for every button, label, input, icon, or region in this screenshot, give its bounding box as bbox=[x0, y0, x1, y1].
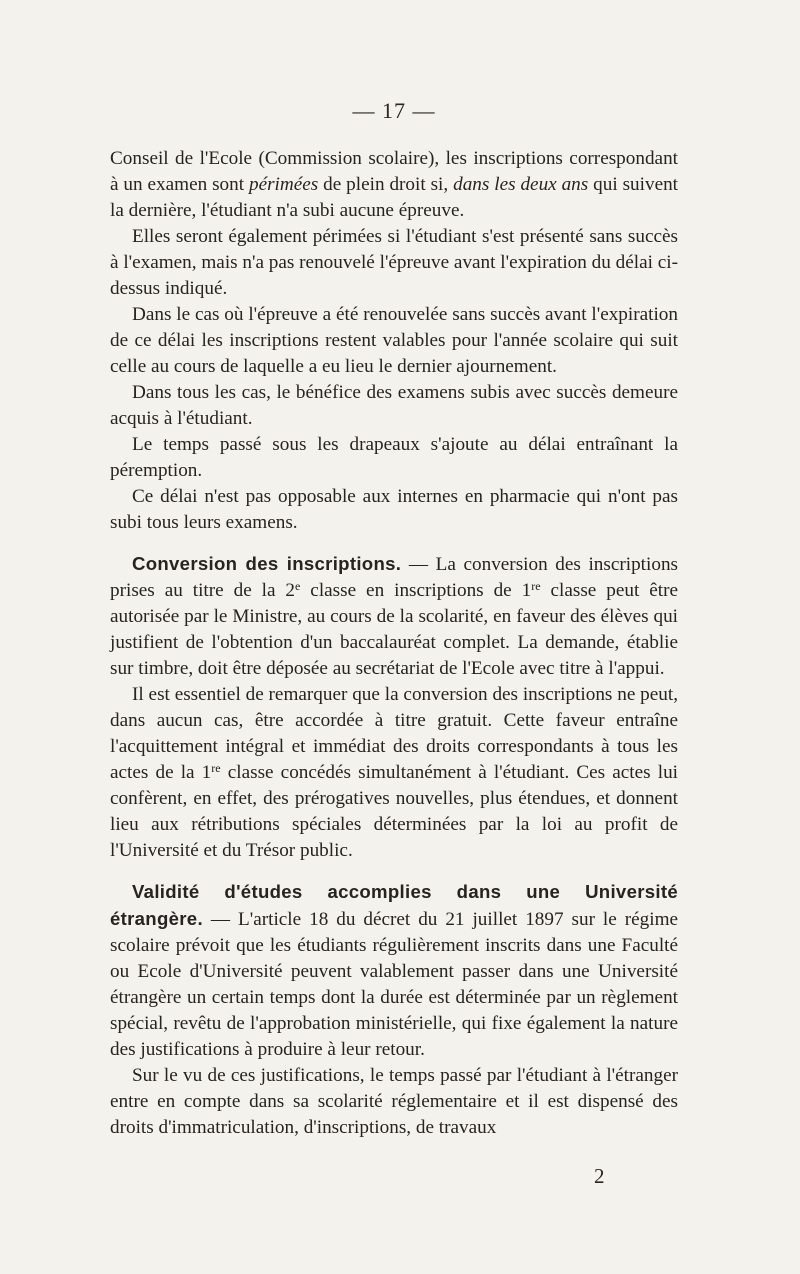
heading-dash-2: — bbox=[202, 909, 239, 930]
signature-mark: 2 bbox=[594, 1164, 605, 1188]
paragraph-validite bbox=[110, 879, 678, 1063]
essentiel-text-b: classe concédés simultanément à l'étudiant. Ces actes lui confèrent, en effet, des prérogatives nouvelles, plus étendues, et donnent lieu aux rétributions spéciales déterminées par la loi au profit de l'Université et du Trésor public. bbox=[110, 762, 678, 861]
validite-text: L'article 18 du décret du 21 juillet 1897 sur le régime scolaire prévoit que les étudiants régulièrement inscrits dans une Faculté ou Ecole d'Université peuvent valablement passer dans une Université étrangère un certain temps dont la durée est déterminée par un règlement spécial, revêtu de l'approbation ministérielle, qui fixe également la nature des justifications à produire à leur retour. bbox=[110, 909, 679, 1060]
paragraph-conseil-text-2: de plein droit si, bbox=[318, 174, 454, 195]
paragraph-essentiel bbox=[110, 682, 678, 864]
paragraph-benefice: Dans tous les cas, le bénéfice des examens subis avec succès demeure acquis à l'étudiant. bbox=[110, 382, 678, 429]
heading-conversion: Conversion des inscriptions. bbox=[132, 553, 402, 574]
section-validite bbox=[110, 879, 678, 1141]
emphasis-dans-les-deux-ans: dans les deux ans bbox=[453, 174, 589, 195]
paragraph-conseil-text-3: qui suivent la dernière, l'étudiant n'a subi aucune épreuve. bbox=[110, 174, 679, 221]
superscript-re-2: re bbox=[211, 761, 221, 775]
document-page bbox=[110, 98, 678, 1141]
superscript-re: re bbox=[531, 579, 541, 593]
paragraph-conversion bbox=[110, 551, 678, 682]
paragraph-conseil bbox=[110, 146, 678, 224]
conversion-text-c: classe peut être autorisée par le Ministre, au cours de la scolarité, en faveur des élèves qui justifient de l'obtention d'un baccalauréat complet. La demande, établie sur timbre, doit être déposée au secrétariat de l'Ecole avec titre à l'appui. bbox=[110, 580, 678, 679]
section-conversion bbox=[110, 551, 678, 864]
paragraph-justifications: Sur le vu de ces justifications, le temps passé par l'étudiant à l'étranger entre en compte dans sa scolarité réglementaire et il est dispensé des droits d'immatriculation, d'inscriptions, de travaux bbox=[110, 1065, 678, 1138]
conversion-text-b: classe en inscriptions de 1 bbox=[300, 580, 532, 601]
paragraph-perimees: Elles seront également périmées si l'étudiant s'est présenté sans succès à l'examen, mais n'a pas renouvelé l'épreuve avant l'expiration du délai ci-dessus indiqué. bbox=[110, 226, 678, 299]
paragraph-internes: Ce délai n'est pas opposable aux internes en pharmacie qui n'ont pas subi tous leurs examens. bbox=[110, 486, 678, 533]
paragraph-renouvelee: Dans le cas où l'épreuve a été renouvelée sans succès avant l'expiration de ce délai les inscriptions restent valables pour l'année scolaire qui suit celle au cours de laquelle a eu lieu le dernier ajournement. bbox=[110, 304, 678, 377]
paragraph-drapeaux: Le temps passé sous les drapeaux s'ajoute au délai entraînant la péremption. bbox=[110, 434, 678, 481]
superscript-e: e bbox=[295, 579, 301, 593]
paragraph-conseil-text-1: Conseil de l'Ecole (Commission scolaire), les inscriptions correspondant à un examen sont bbox=[110, 148, 678, 195]
page-number: — 17 — bbox=[352, 98, 436, 123]
emphasis-perimees: périmées bbox=[248, 174, 319, 195]
heading-dash: — bbox=[401, 554, 436, 575]
conversion-text-a: La conversion des inscriptions prises au titre de la 2 bbox=[110, 554, 679, 601]
essentiel-text-a: Il est essentiel de remarquer que la conversion des inscriptions ne peut, dans aucun cas, être accordée à titre gratuit. Cette faveur entraîne l'acquittement intégral et immédiat des droits correspondants à tous les actes de la 1 bbox=[110, 684, 678, 783]
heading-validite: Validité d'études accomplies dans une Université étrangère. bbox=[110, 881, 678, 929]
